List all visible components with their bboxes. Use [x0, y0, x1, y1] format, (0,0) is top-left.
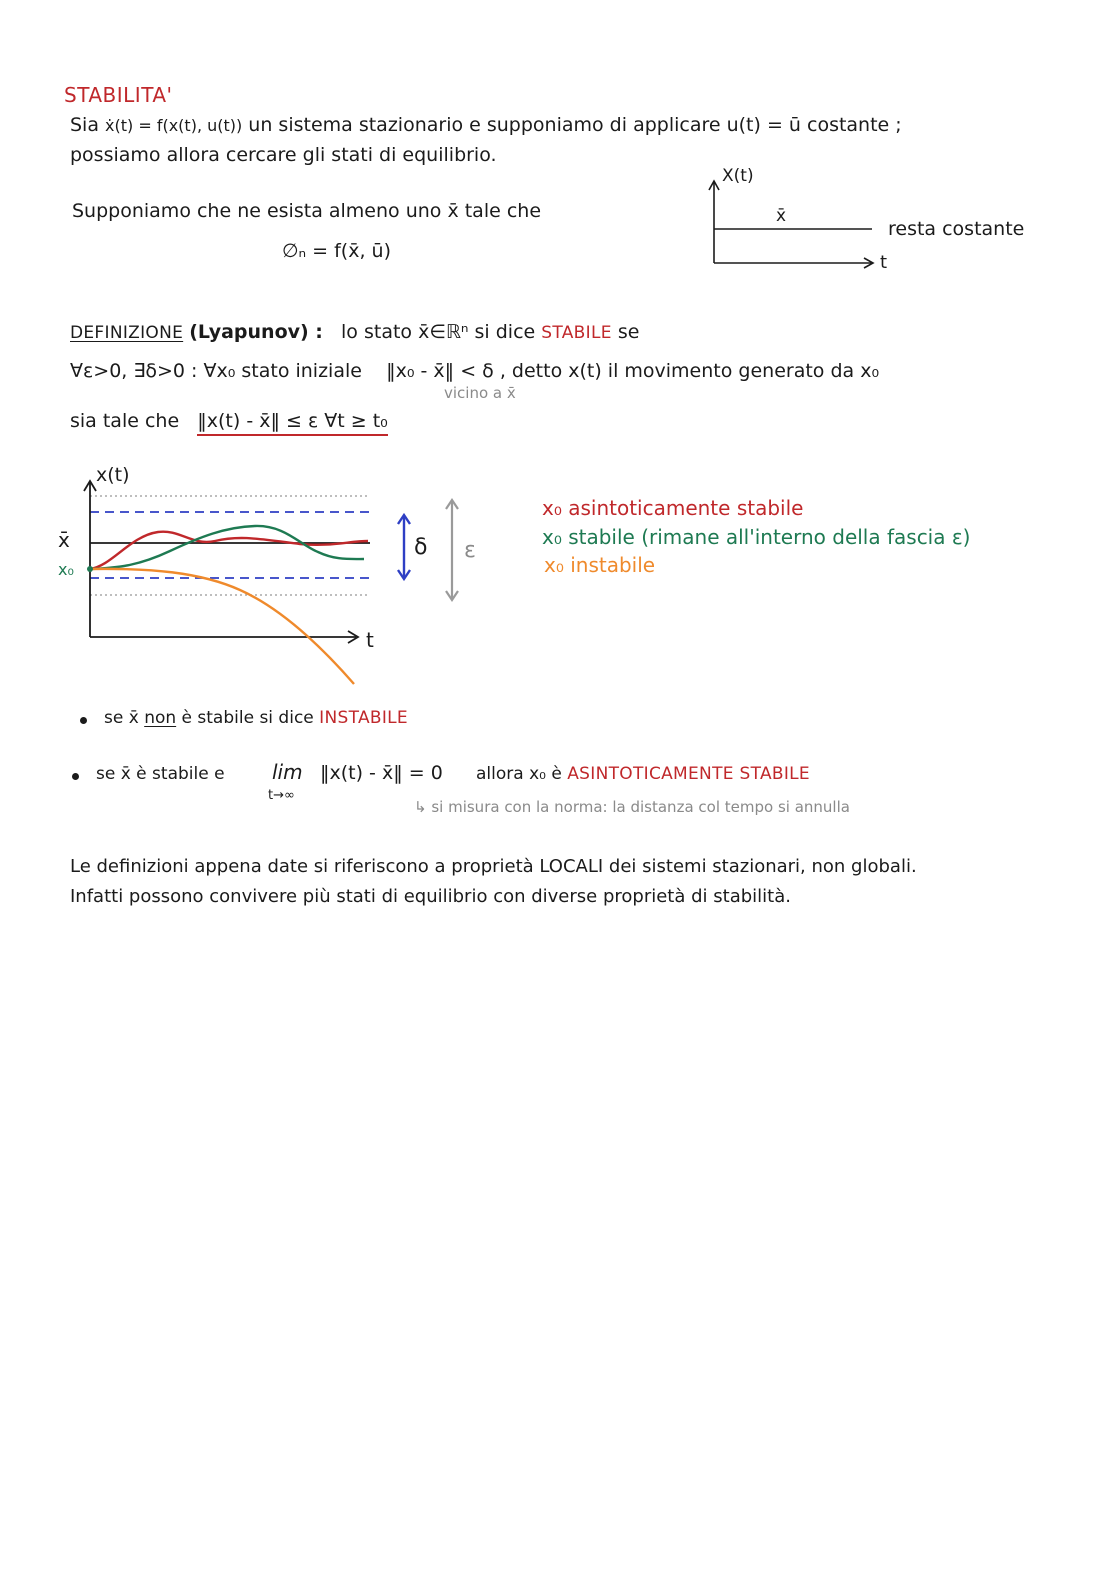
definition-keyword: STABILE: [541, 323, 612, 343]
page-title: STABILITA': [64, 83, 173, 107]
small-graph: [709, 181, 873, 268]
bullet-1-a: se x̄: [104, 708, 139, 728]
bullet-2-note: ↳ si misura con la norma: la distanza col tempo si annulla: [414, 798, 850, 816]
legend-asymptotic: x₀ asintoticamente stabile: [542, 496, 804, 520]
main-graph-xbar-label: x̄: [58, 528, 70, 552]
intro-text: un sistema stazionario e supponiamo di applicare u(t) = ū costante ;: [248, 114, 902, 136]
definition-text-b: se: [617, 321, 640, 343]
x0-point: [87, 566, 93, 572]
equilibrium-formula: ∅ₙ = f(x̄, ū): [282, 240, 391, 262]
bullet-2-a: se x̄ è stabile e: [96, 764, 225, 784]
definition-author: (Lyapunov) :: [189, 321, 323, 343]
definition-line3-text: sia tale che: [70, 410, 180, 432]
bullet-1-b: è stabile si dice: [181, 708, 314, 728]
bullet-1-keyword: INSTABILE: [319, 708, 408, 728]
small-graph-x-label: t: [880, 252, 888, 273]
small-graph-y-label: X(t): [722, 166, 754, 186]
small-graph-level-label: x̄: [776, 206, 787, 226]
definition-epsilon-condition: ‖x(t) - x̄‖ ≤ ε ∀t ≥ t₀: [197, 410, 388, 436]
bullet-2-sub: t→∞: [268, 788, 295, 803]
bullet-2-text: allora x₀ è: [476, 764, 562, 784]
bullet-2-keyword: ASINTOTICAMENTE STABILE: [567, 764, 810, 784]
definition-line2-text: , detto x(t) il movimento generato da x₀: [499, 360, 880, 382]
legend-stable: x₀ stabile (rimane all'interno della fascia ε): [542, 525, 971, 549]
intro-line-2: possiamo allora cercare gli stati di equilibrio.: [70, 144, 497, 166]
definition-text-a: lo stato x̄∈ℝⁿ si dice: [341, 321, 536, 343]
curve-stable: [90, 526, 364, 569]
main-graph-x0-label: x₀: [58, 560, 74, 579]
definition-quantifiers: ∀ε>0, ∃δ>0 : ∀x₀ stato iniziale: [70, 360, 362, 382]
curve-unstable: [90, 569, 354, 684]
main-graph-epsilon-label: ε: [464, 538, 476, 563]
small-graph-note: resta costante: [888, 218, 1025, 240]
definition-note: vicino a x̄: [444, 384, 516, 402]
main-graph-y-label: x(t): [96, 464, 130, 486]
main-graph-delta-label: δ: [414, 535, 428, 560]
bullet-2-formula: ‖x(t) - x̄‖ = 0: [320, 762, 443, 784]
main-graph-x-label: t: [366, 628, 374, 652]
bullet-1-non: non: [144, 708, 177, 728]
conclusion-line-2: Infatti possono convivere più stati di equilibrio con diverse proprietà di stabilità.: [70, 886, 791, 907]
definition-heading: DEFINIZIONE: [70, 323, 184, 343]
definition-delta-condition: ‖x₀ - x̄‖ < δ: [386, 360, 494, 382]
equilibrium-text: Supponiamo che ne esista almeno uno x̄ tale che: [72, 200, 542, 222]
legend-unstable: x₀ instabile: [544, 553, 656, 577]
conclusion-line-1: Le definizioni appena date si riferiscono a proprietà LOCALI dei sistemi stazionari, non globali.: [70, 856, 917, 877]
bullet-2-lim: lim: [272, 760, 303, 784]
intro-sia: Sia: [70, 114, 99, 136]
main-graph: [84, 481, 458, 684]
intro-formula: ẋ(t) = f(x(t), u(t)): [105, 116, 243, 135]
